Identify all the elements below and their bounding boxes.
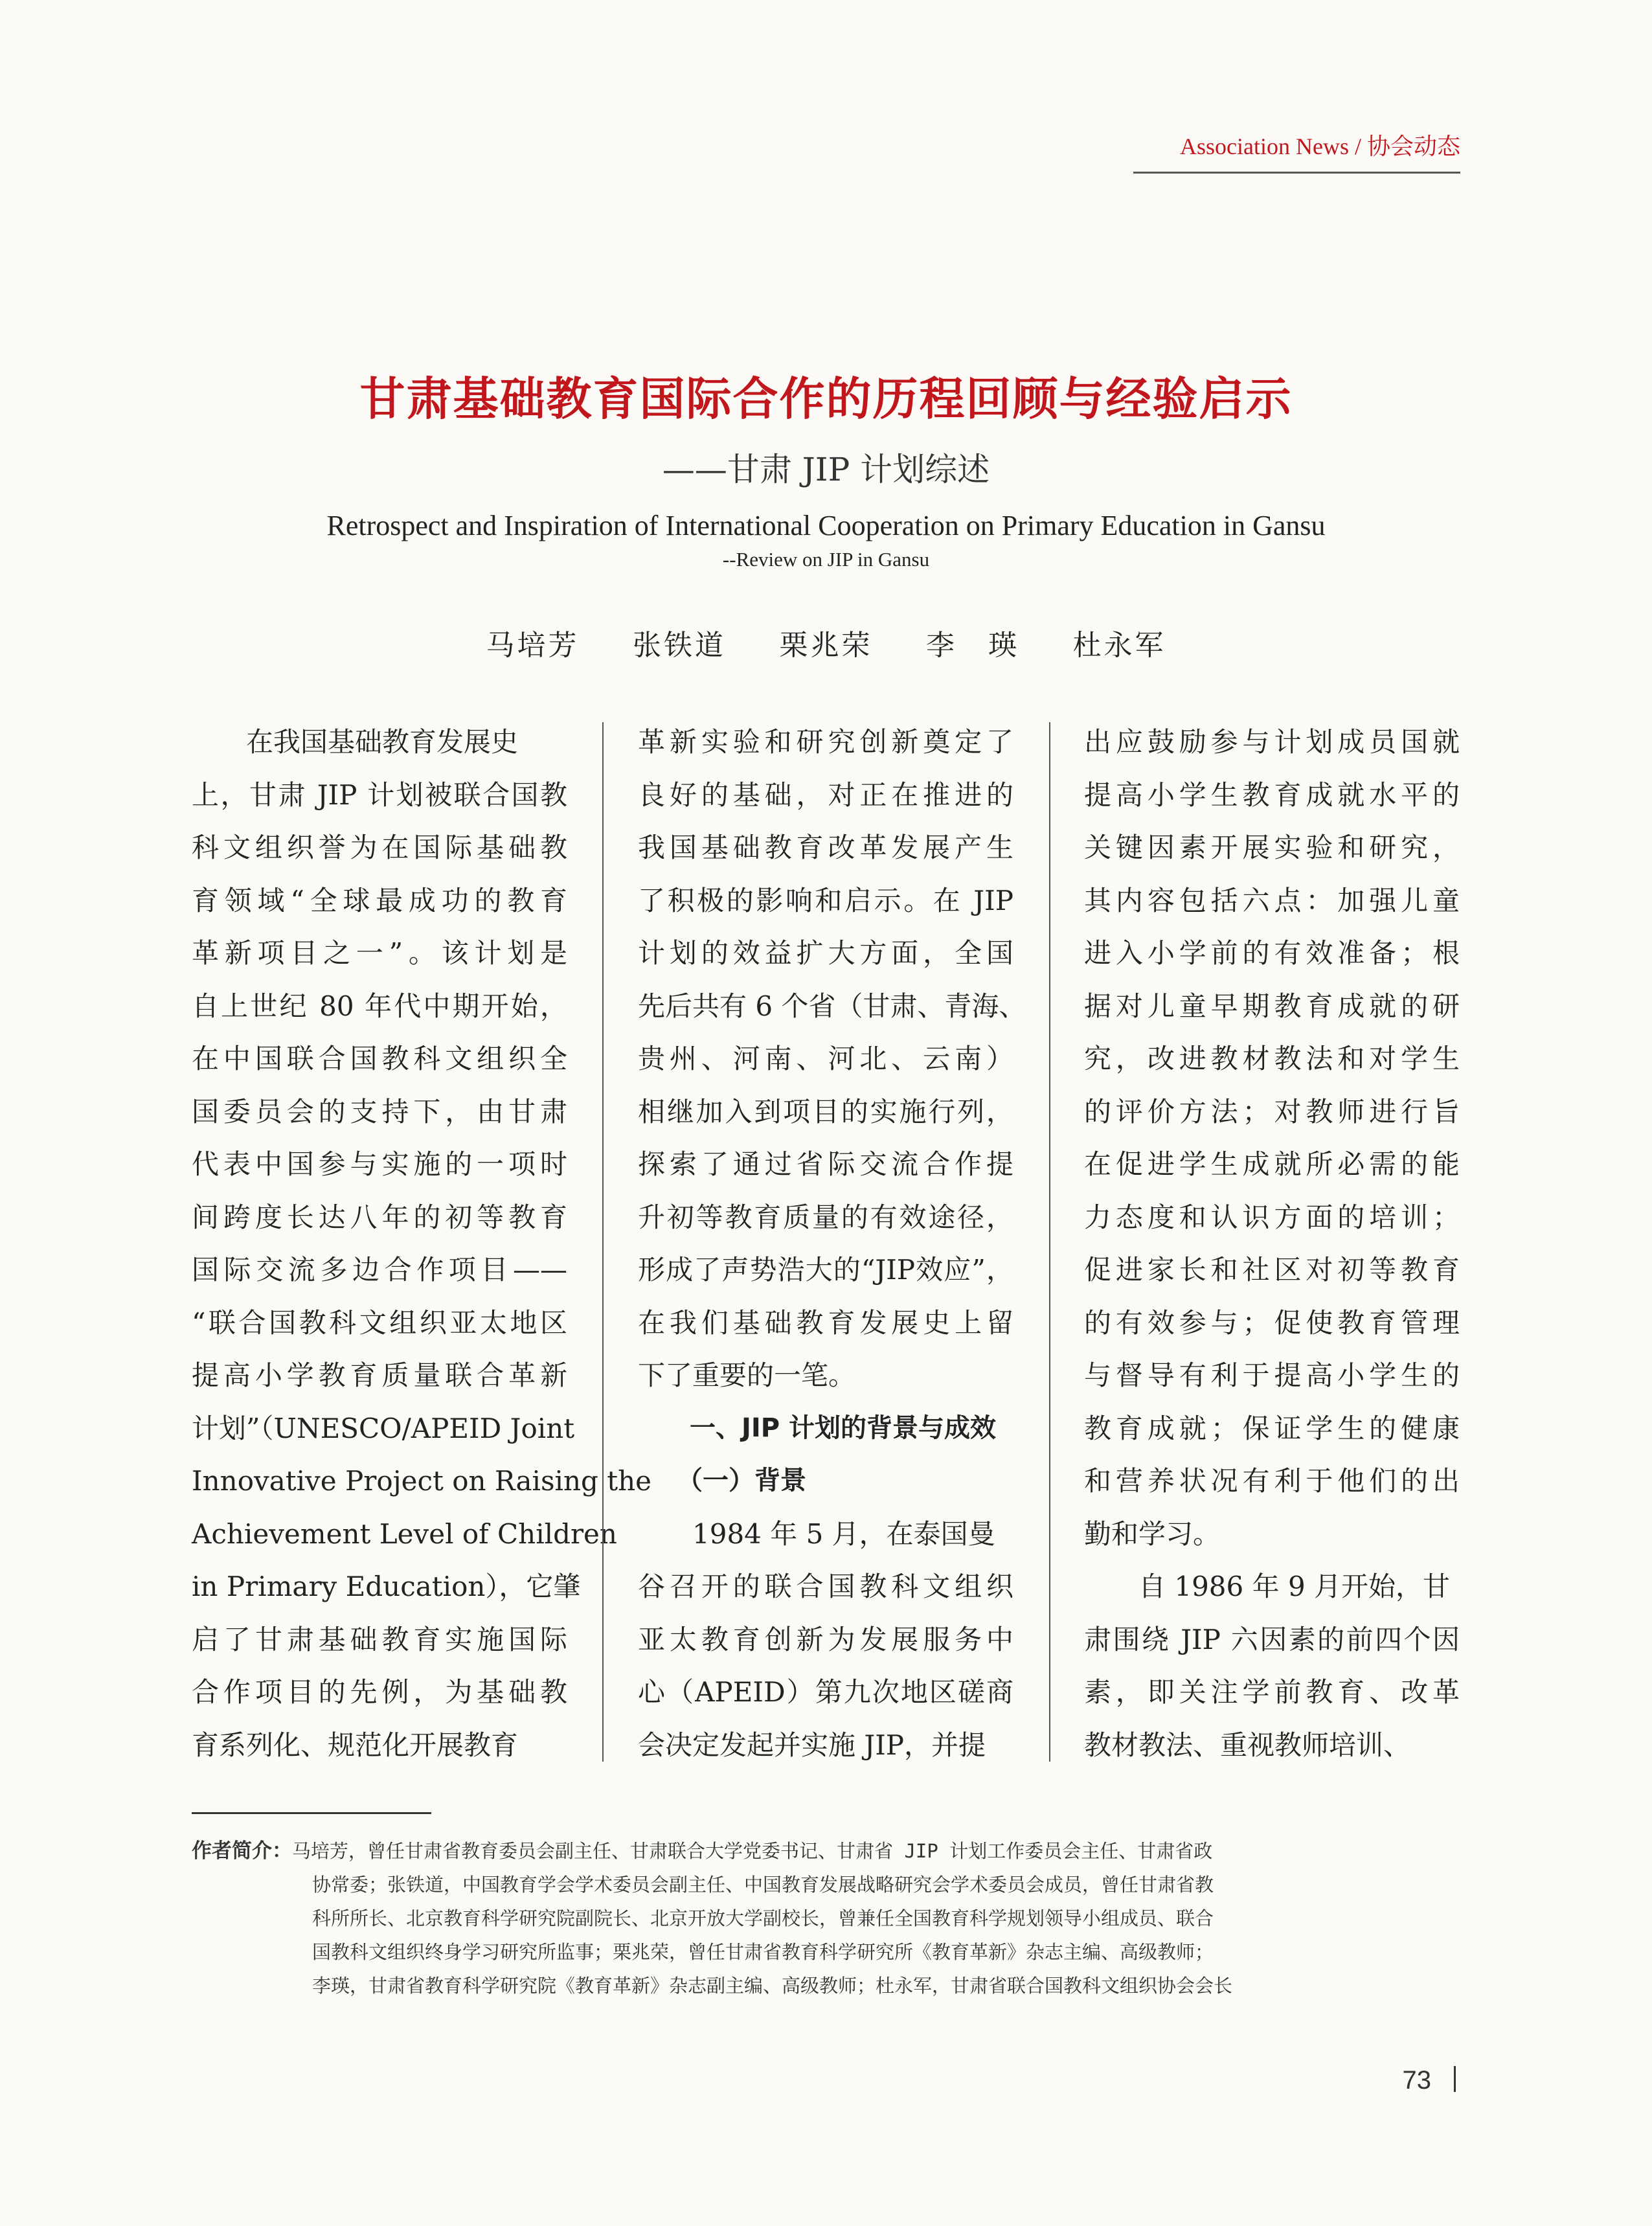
text-line: 进入小学前的有效准备；根 (1084, 937, 1460, 969)
text-line: 素，即关注学前教育、改革 (1084, 1676, 1460, 1708)
text-line: Innovative Project on Raising the (192, 1465, 652, 1497)
text-line: 上，甘肃 JIP 计划被联合国教 (192, 778, 567, 811)
text-line: 国际交流多边合作项目—— (192, 1254, 567, 1286)
text-line: 计划的效益扩大方面，全国 (638, 937, 1013, 969)
text-line: 了积极的影响和启示。在 JIP (638, 884, 1013, 916)
text-line: Achievement Level of Children (192, 1517, 617, 1550)
text-line: 1984 年 5 月，在泰国曼 (638, 1517, 995, 1550)
text-line: 促进家长和社区对初等教育 (1084, 1254, 1460, 1286)
text-line: 升初等教育质量的有效途径， (638, 1201, 1013, 1233)
text-line: 与督导有利于提高小学生的 (1084, 1359, 1460, 1391)
text-line: 在促进学生成就所必需的能 (1084, 1148, 1460, 1180)
text-line: 出应鼓励参与计划成员国就 (1084, 726, 1460, 758)
body-column-1 (192, 716, 652, 1771)
text-line: 我国基础教育改革发展产生 (638, 832, 1013, 863)
text-line: 教材教法、重视教师培训、 (1084, 1729, 1411, 1761)
text-line: in Primary Education），它肇 (192, 1571, 581, 1602)
author-name: 杜永军 (1072, 629, 1166, 662)
text-line: 亚太教育创新为发展服务中 (638, 1623, 1013, 1655)
page-number: 73 (1402, 2066, 1431, 2095)
author-name: 张铁道 (633, 629, 726, 662)
text-line: 勤和学习。 (1084, 1517, 1221, 1550)
article-title: 甘肃基础教育国际合作的历程回顾与经验启示 (359, 372, 1293, 426)
text-line: 肃围绕 JIP 六因素的前四个因 (1084, 1623, 1460, 1655)
body-column-3 (1084, 716, 1460, 1771)
column-divider (1049, 722, 1050, 1762)
footnote-text: 国教科文组织终身学习研究所监事；栗兆荣，曾任甘肃省教育科学研究所《教育革新》杂志主编、高级教师； (312, 1941, 1214, 1963)
text-line: 教育成就；保证学生的健康 (1084, 1412, 1460, 1444)
text-line: 革新实验和研究创新奠定了 (638, 726, 1013, 758)
text-line: 合作项目的先例，为基础教 (192, 1676, 567, 1708)
english-title: Retrospect and Inspiration of International Cooperation on Primary Education in Gansu (326, 510, 1326, 541)
text-line: 其内容包括六点：加强儿童 (1084, 884, 1460, 916)
text-line: 一、JIP 计划的背景与成效 (638, 1413, 997, 1443)
footnote-line (192, 1969, 1461, 2003)
article-subtitle: ——甘肃 JIP 计划综述 (662, 451, 990, 488)
footnote-text: 协常委；张铁道，中国教育学会学术委员会副主任、中国教育发展战略研究会学术委员会成员，曾任甘肃省教 (312, 1874, 1214, 1896)
text-line: 贵州、河南、河北、云南） (638, 1043, 1013, 1074)
text-line: 谷召开的联合国教科文组织 (638, 1571, 1013, 1602)
text-line: 和营养状况有利于他们的出 (1084, 1465, 1460, 1497)
text-line: 据对儿童早期教育成就的研 (1084, 990, 1460, 1022)
author-list (0, 622, 1652, 663)
page-number-bar (1454, 2066, 1456, 2092)
text-line: 相继加入到项目的实施行列， (638, 1095, 1013, 1128)
author-name: 马培芳 (486, 629, 580, 662)
author-name: 李 瑛 (926, 629, 1019, 662)
body-column-2 (638, 716, 1026, 1771)
text-line: 育系列化、规范化开展教育 (192, 1729, 519, 1761)
text-line: 提高小学生教育成就水平的 (1084, 778, 1460, 811)
footnote-line (192, 1834, 1461, 1868)
text-line: 下了重要的一笔。 (638, 1359, 856, 1391)
text-line: 自上世纪 80 年代中期开始， (192, 990, 567, 1022)
text-line: 启了甘肃基础教育实施国际 (192, 1623, 567, 1655)
section-header: Association News / 协会动态 (1133, 128, 1460, 174)
text-line: 力态度和认识方面的培训； (1084, 1201, 1460, 1233)
text-line: 心（APEID）第九次地区磋商 (638, 1676, 1013, 1708)
text-line: 科文组织誉为在国际基础教 (192, 832, 567, 863)
text-line: 的评价方法；对教师进行旨 (1084, 1095, 1460, 1128)
text-line: 在我们基础教育发展史上留 (638, 1306, 1013, 1339)
author-footnote (192, 1834, 1461, 2003)
text-line: 代表中国参与实施的一项时 (192, 1148, 567, 1180)
footnote-divider (192, 1812, 431, 1814)
text-line: 良好的基础，对正在推进的 (638, 778, 1013, 811)
text-line: 先后共有 6 个省（甘肃、青海、 (638, 990, 1026, 1022)
text-line: “联合国教科文组织亚太地区 (192, 1306, 567, 1339)
text-line: 探索了通过省际交流合作提 (638, 1148, 1013, 1180)
footnote-text: 李瑛，甘肃省教育科学研究院《教育革新》杂志副主编、高级教师；杜永军，甘肃省联合国教科文组织协会会长 (312, 1975, 1233, 1997)
footnote-line (192, 1868, 1461, 1902)
footnote-line (192, 1902, 1461, 1935)
footnote-text: 科所所长、北京教育科学研究院副院长、北京开放大学副校长，曾兼任全国教育科学规划领导小组成员、联合 (312, 1907, 1214, 1929)
text-line: 育领域“全球最成功的教育 (192, 884, 567, 916)
column-divider (602, 722, 604, 1762)
text-line: 间跨度长达八年的初等教育 (192, 1201, 567, 1233)
footnote-line (192, 1935, 1461, 1969)
text-line: 计划”（UNESCO/APEID Joint (192, 1412, 575, 1444)
text-line: 究，改进教材教法和对学生 (1084, 1043, 1460, 1074)
text-line: 形成了声势浩大的“JIP效应”， (638, 1254, 1013, 1286)
text-line: 会决定发起并实施 JIP，并提 (638, 1729, 986, 1761)
author-name: 栗兆荣 (779, 629, 873, 662)
text-line: 自 1986 年 9 月开始，甘 (1084, 1571, 1451, 1602)
footnote-text: 马培芳，曾任甘肃省教育委员会副主任、甘肃联合大学党委书记、甘肃省 JIP 计划工作委员会主任、甘肃省政 (292, 1840, 1213, 1862)
text-line: 关键因素开展实验和研究， (1084, 832, 1460, 863)
english-subtitle: --Review on JIP in Gansu (722, 548, 930, 571)
text-line: 的有效参与；促使教育管理 (1084, 1306, 1460, 1339)
text-line: 革新项目之一”。该计划是 (192, 937, 567, 969)
text-line: 在中国联合国教科文组织全 (192, 1043, 567, 1074)
text-line: 国委员会的支持下，由甘肃 (192, 1095, 567, 1128)
footnote-label: 作者简介： (192, 1839, 292, 1863)
text-line: （一）背景 (638, 1466, 806, 1495)
text-line: 提高小学教育质量联合革新 (192, 1359, 567, 1391)
text-line: 在我国基础教育发展史 (192, 726, 519, 758)
